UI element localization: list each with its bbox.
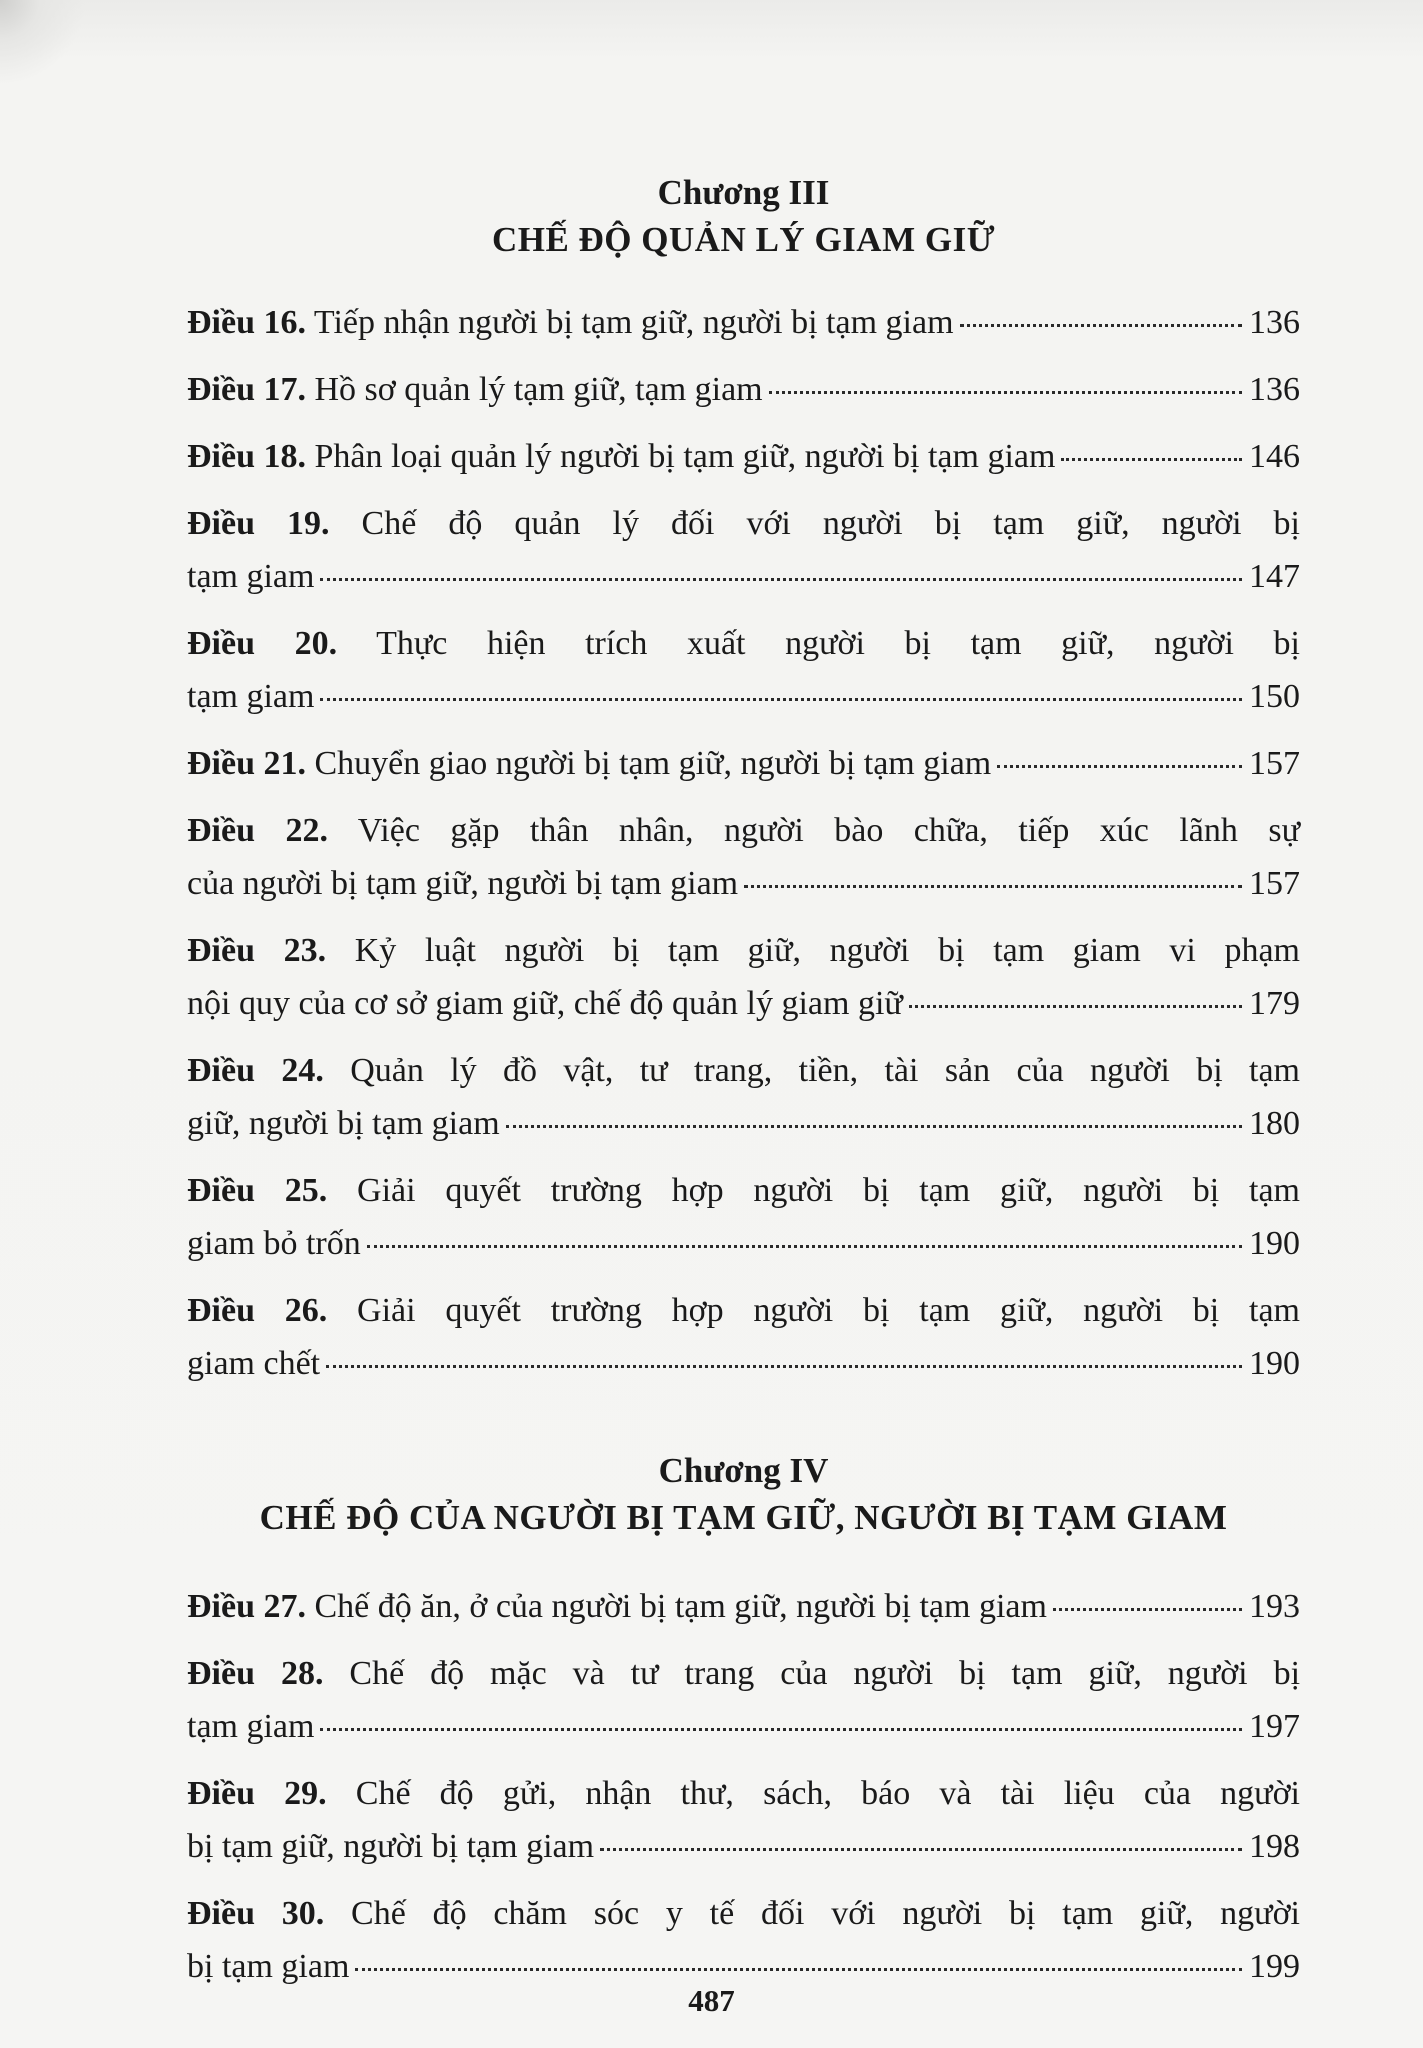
- page-ref: 150: [1249, 678, 1300, 715]
- article-number: Điều 29.: [187, 1775, 327, 1812]
- page-ref: 190: [1249, 1345, 1300, 1382]
- article-number: Điều 20.: [187, 625, 338, 662]
- dot-leader: [320, 694, 1242, 701]
- article-title: Chuyển giao người bị tạm giữ, người bị tạm giam: [306, 745, 992, 782]
- dot-leader: [1053, 1604, 1242, 1611]
- page-corner-shadow: [0, 0, 90, 90]
- article-number: Điều 22.: [187, 812, 328, 849]
- dot-leader: [909, 1001, 1242, 1008]
- toc-entry-27: [187, 1580, 1300, 1633]
- article-title: Chế độ ăn, ở của người bị tạm giữ, người bị tạm giam: [306, 1588, 1047, 1625]
- dot-leader: [744, 881, 1242, 888]
- page-ref: 199: [1249, 1948, 1300, 1985]
- article-title: Hồ sơ quản lý tạm giữ, tạm giam: [306, 371, 763, 408]
- toc-entry-19: [187, 497, 1300, 603]
- article-number: Điều 23.: [187, 932, 327, 969]
- dot-leader: [769, 387, 1242, 394]
- article-number: Điều 26.: [187, 1292, 328, 1329]
- toc-entry-29: [187, 1767, 1300, 1873]
- article-title-line1: Chế độ chăm sóc y tế đối với người bị tạm giữ, người: [324, 1895, 1301, 1932]
- article-title-line2: giam chết: [187, 1345, 321, 1382]
- page-ref: 146: [1249, 438, 1300, 475]
- article-title-line1: Chế độ mặc và tư trang của người bị tạm giữ, người bị: [323, 1655, 1301, 1692]
- page-ref: 147: [1249, 558, 1300, 595]
- toc-entry-25: [187, 1164, 1300, 1270]
- dot-leader: [355, 1964, 1242, 1971]
- page-ref: 136: [1249, 371, 1300, 408]
- toc-entry-30: [187, 1887, 1300, 1993]
- article-title-line1: Chế độ quản lý đối với người bị tạm giữ, người bị: [329, 505, 1300, 542]
- article-number: Điều 30.: [187, 1895, 325, 1932]
- article-title-line2: nội quy của cơ sở giam giữ, chế độ quản lý giam giữ: [187, 985, 903, 1022]
- article-number: Điều 27.: [187, 1588, 306, 1625]
- page-ref: 198: [1249, 1828, 1300, 1865]
- table-of-contents: [187, 170, 1300, 2007]
- article-number: Điều 28.: [187, 1655, 324, 1692]
- toc-entry-23: [187, 924, 1300, 1030]
- chapter-4-section: [187, 1448, 1300, 1993]
- page-ref: 136: [1249, 304, 1300, 341]
- page-number: 487: [688, 1983, 735, 2018]
- chapter-4-title: CHẾ ĐỘ CỦA NGƯỜI BỊ TẠM GIỮ, NGƯỜI BỊ TẠM GIAM: [259, 1498, 1228, 1537]
- dot-leader: [506, 1121, 1242, 1128]
- article-title-line2: giam bỏ trốn: [187, 1225, 361, 1262]
- article-title-line1: Giải quyết trường hợp người bị tạm giữ, người bị tạm: [327, 1172, 1301, 1209]
- page-ref: 197: [1249, 1708, 1300, 1745]
- article-number: Điều 25.: [187, 1172, 328, 1209]
- page-ref: 190: [1249, 1225, 1300, 1262]
- article-title-line1: Thực hiện trích xuất người bị tạm giữ, người bị: [337, 625, 1300, 662]
- chapter-3-label: Chương III: [657, 173, 830, 212]
- article-title-line1: Quản lý đồ vật, tư trang, tiền, tài sản của người bị tạm: [323, 1052, 1301, 1089]
- article-number: Điều 21.: [187, 745, 306, 782]
- page-ref: 193: [1249, 1588, 1300, 1625]
- dot-leader: [320, 574, 1242, 581]
- toc-entry-18: [187, 430, 1300, 483]
- dot-leader: [367, 1241, 1242, 1248]
- article-title-line1: Việc gặp thân nhân, người bào chữa, tiếp xúc lãnh sự: [327, 812, 1300, 849]
- page-ref: 157: [1249, 865, 1300, 902]
- article-title-line2: của người bị tạm giữ, người bị tạm giam: [187, 865, 739, 902]
- page-ref: 157: [1249, 745, 1300, 782]
- article-title-line1: Kỷ luật người bị tạm giữ, người bị tạm giam vi phạm: [326, 932, 1300, 969]
- article-number: Điều 17.: [187, 371, 306, 408]
- dot-leader: [600, 1844, 1242, 1851]
- toc-entry-22: [187, 804, 1300, 910]
- toc-entry-16: [187, 296, 1300, 349]
- chapter-4-label: Chương IV: [658, 1451, 829, 1490]
- chapter-3-title: CHẾ ĐỘ QUẢN LÝ GIAM GIỮ: [491, 220, 996, 259]
- toc-entry-24: [187, 1044, 1300, 1150]
- dot-leader: [997, 761, 1242, 768]
- article-title-line2: bị tạm giữ, người bị tạm giam: [187, 1828, 595, 1865]
- article-title: Phân loại quản lý người bị tạm giữ, người bị tạm giam: [306, 438, 1056, 475]
- article-title-line1: Giải quyết trường hợp người bị tạm giữ, người bị tạm: [327, 1292, 1301, 1329]
- article-title: Tiếp nhận người bị tạm giữ, người bị tạm giam: [306, 304, 954, 341]
- page-ref: 179: [1249, 985, 1300, 1022]
- article-number: Điều 24.: [187, 1052, 324, 1089]
- article-title-line2: bị tạm giam: [187, 1948, 350, 1985]
- article-number: Điều 19.: [187, 505, 330, 542]
- dot-leader: [1061, 454, 1242, 461]
- page-ref: 180: [1249, 1105, 1300, 1142]
- toc-entry-28: [187, 1647, 1300, 1753]
- toc-entry-17: [187, 363, 1300, 416]
- toc-entry-20: [187, 617, 1300, 723]
- dot-leader: [960, 320, 1242, 327]
- article-number: Điều 16.: [187, 304, 306, 341]
- article-number: Điều 18.: [187, 438, 306, 475]
- dot-leader: [326, 1361, 1242, 1368]
- toc-entry-26: [187, 1284, 1300, 1390]
- article-title-line2: tạm giam: [187, 1708, 315, 1745]
- article-title-line2: giữ, người bị tạm giam: [187, 1105, 500, 1142]
- article-title-line2: tạm giam: [187, 558, 315, 595]
- article-title-line1: Chế độ gửi, nhận thư, sách, báo và tài liệu của người: [326, 1775, 1300, 1812]
- article-title-line2: tạm giam: [187, 678, 315, 715]
- toc-entry-21: [187, 737, 1300, 790]
- dot-leader: [320, 1724, 1242, 1731]
